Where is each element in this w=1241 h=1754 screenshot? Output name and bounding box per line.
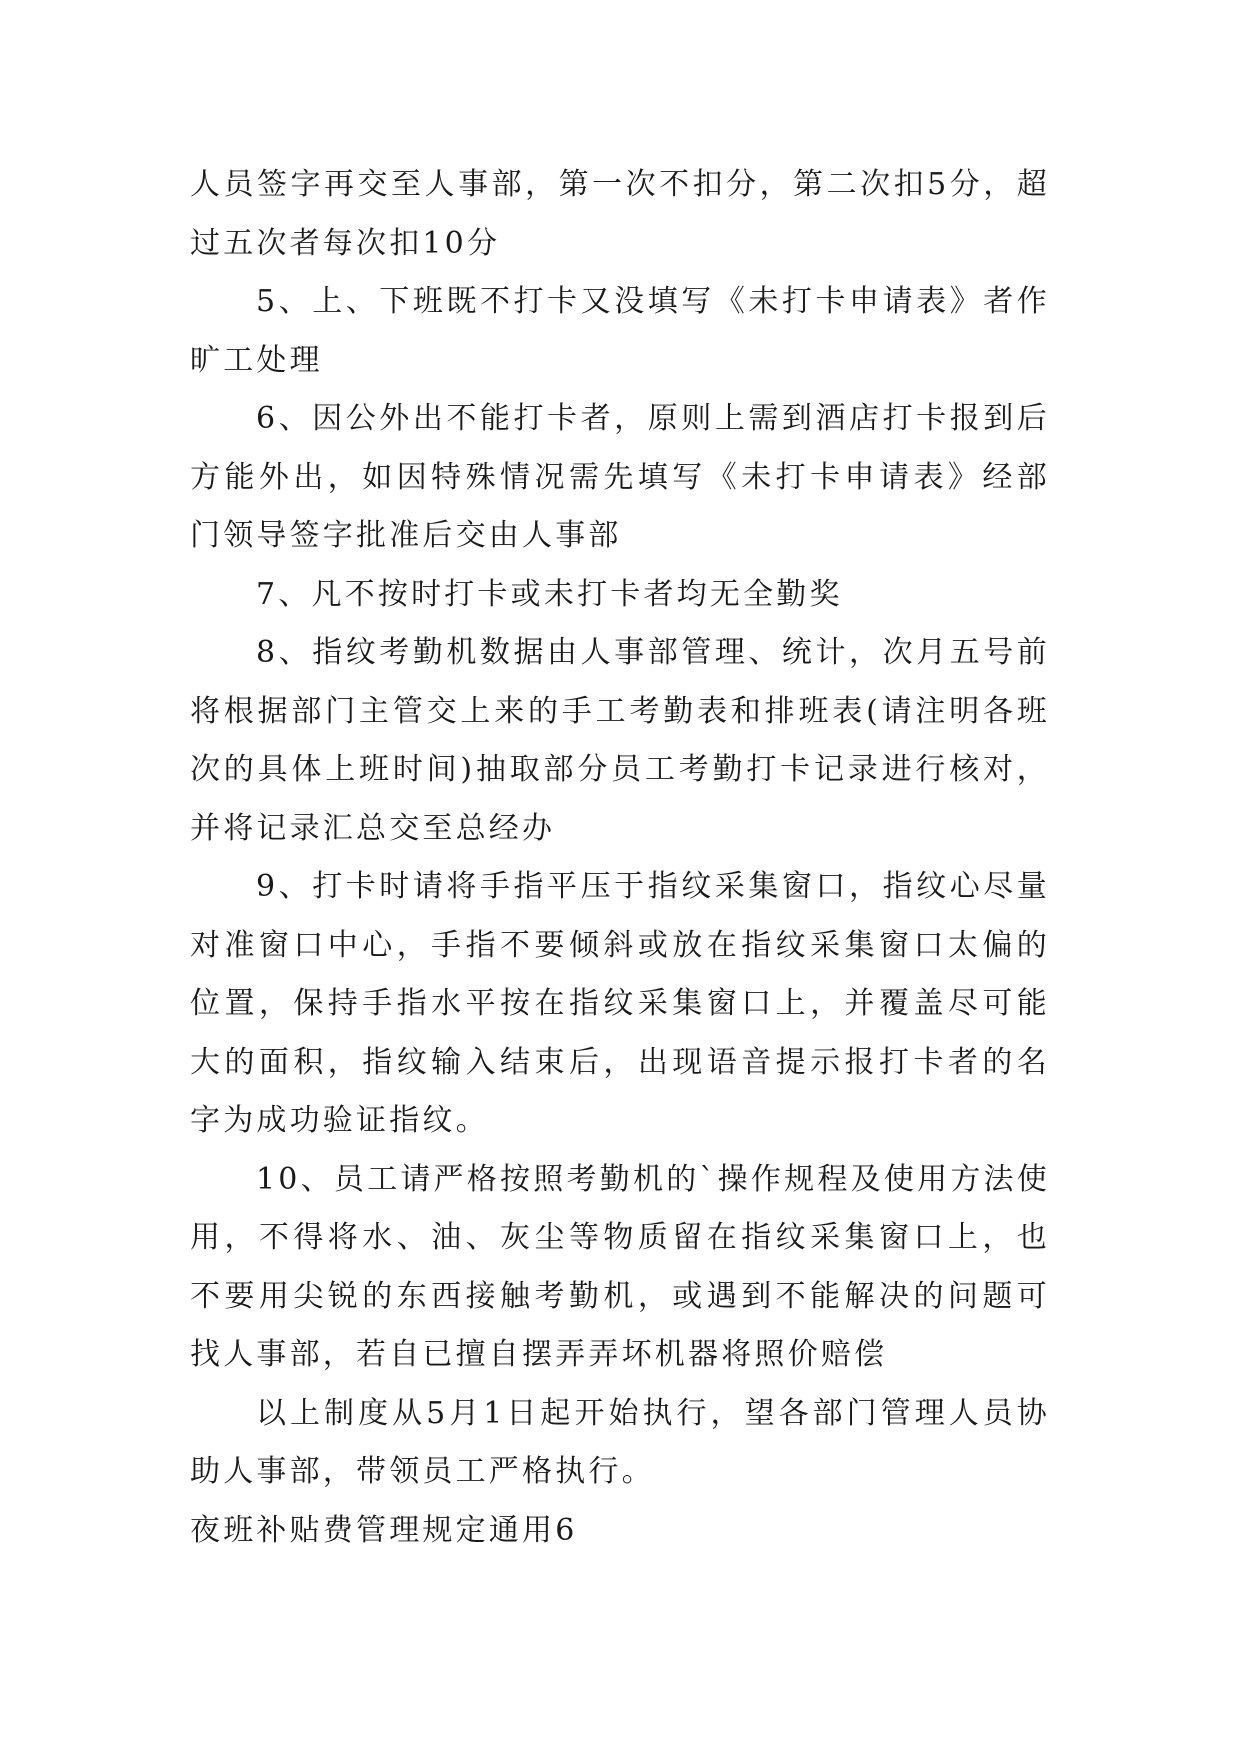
paragraph-closing: 以上制度从5月1日起开始执行，望各部门管理人员协助人事部，带领员工严格执行。 [190,1395,1050,1489]
paragraph-continuation: 人员签字再交至人事部，第一次不扣分，第二次扣5分，超过五次者每次扣10分 [190,167,1050,261]
paragraph-item-8: 8、指纹考勤机数据由人事部管理、统计，次月五号前将根据部门主管交上来的手工考勤表和排班表(请注明各班次的具体上班时间)抽取部分员工考勤打卡记录进行核对，并将记录汇总交至总经办 [190,635,1050,846]
document-body [190,156,1050,1560]
paragraph-item-6: 6、因公外出不能打卡者，原则上需到酒店打卡报到后方能外出，如因特殊情况需先填写《未打卡申请表》经部门领导签字批准后交由人事部 [190,401,1050,553]
paragraph-item-10: 10、员工请严格按照考勤机的`操作规程及使用方法使用，不得将水、油、灰尘等物质留在指纹采集窗口上，也不要用尖锐的东西接触考勤机，或遇到不能解决的问题可找人事部，若自已擅自摆弄弄坏机器将照价赔偿 [190,1161,1050,1372]
paragraph-item-9: 9、打卡时请将手指平压于指纹采集窗口，指纹心尽量对准窗口中心，手指不要倾斜或放在指纹采集窗口太偏的位置，保持手指水平按在指纹采集窗口上，并覆盖尽可能大的面积，指纹输入结束后，出现语音提示报打卡者的名字为成功验证指纹。 [190,869,1050,1138]
paragraph-item-7: 7、凡不按时打卡或未打卡者均无全勤奖 [256,576,843,612]
paragraph-item-5: 5、上、下班既不打卡又没填写《未打卡申请表》者作旷工处理 [190,284,1050,378]
next-section-title: 夜班补贴费管理规定通用6 [190,1512,578,1548]
